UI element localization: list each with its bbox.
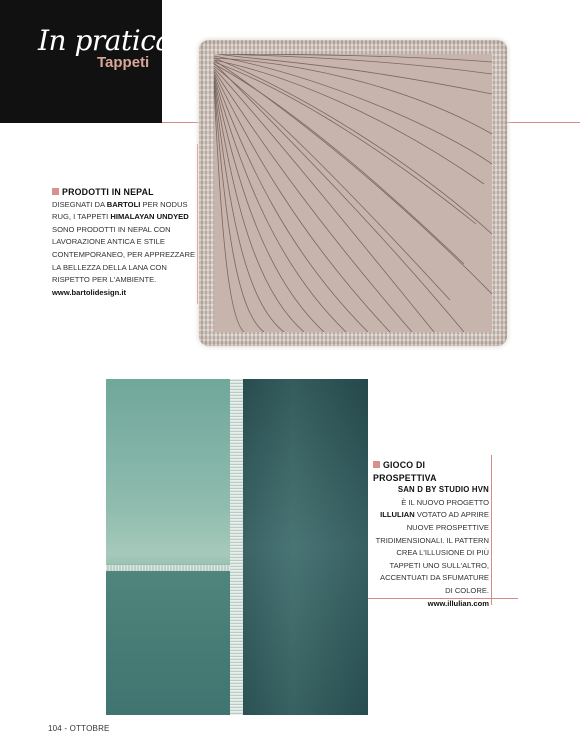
rug-image-san-d	[106, 379, 368, 715]
page-footer: 104 - OTTOBRE	[48, 724, 110, 733]
article-caption-nepal	[52, 186, 202, 299]
product-name: HIMALAYAN UNDYED	[110, 212, 189, 222]
bullet-square-icon	[373, 461, 380, 468]
body-text: VOTATO AD APRIRE NUOVE PROSPETTIVE TRIDIMENSIONALI. IL PATTERN CREA L'ILLUSIONE DI PIÙ TAPPETI UNO SULL'ALTRO, ACCENTUATI DA SFUMATURE DI COLORE.	[375, 510, 489, 595]
article-body	[373, 497, 489, 598]
bullet-square-icon	[52, 188, 59, 195]
article-body	[52, 199, 202, 287]
brand-name: ILLULIAN	[380, 510, 415, 520]
section-subtitle: Tappeti	[97, 54, 150, 71]
rug-left-panel	[106, 379, 234, 715]
body-text: DISEGNATI DA	[52, 199, 107, 209]
article-caption-prospettiva	[373, 459, 489, 610]
body-text: SONO PRODOTTI IN NEPAL CON LAVORAZIONE ANTICA E STILE CONTEMPORANEO, PER APPREZZARE LA BELLEZZA DELLA LANA CON RISPETTO PER L'AMBIENTE.	[52, 224, 196, 285]
article-link[interactable]: www.illulian.com	[427, 598, 489, 608]
rug-right-panel	[243, 379, 368, 715]
article-title: GIOCO DI PROSPETTIVA	[373, 460, 437, 483]
body-text: È IL NUOVO PROGETTO	[401, 497, 489, 507]
rug-line-pattern	[214, 54, 492, 332]
designer-name: BARTOLI	[106, 199, 141, 209]
crop-mark-vertical-2	[491, 455, 492, 605]
article-link[interactable]: www.bartolidesign.it	[52, 287, 126, 297]
rug-seam	[106, 565, 234, 571]
section-title: In pratica	[38, 24, 172, 57]
rug-image-himalayan-undyed	[199, 40, 507, 346]
article-title-row	[373, 459, 489, 484]
header-block	[0, 0, 172, 123]
article-title: PRODOTTI IN NEPAL	[62, 187, 154, 197]
article-title-row	[52, 186, 202, 199]
article-subtitle: SAN D BY STUDIO HVN	[397, 485, 489, 495]
rug-fringe	[230, 379, 244, 715]
body-text: PER NODUS RUG, I TAPPETI	[52, 199, 188, 222]
rug-field	[214, 54, 492, 332]
